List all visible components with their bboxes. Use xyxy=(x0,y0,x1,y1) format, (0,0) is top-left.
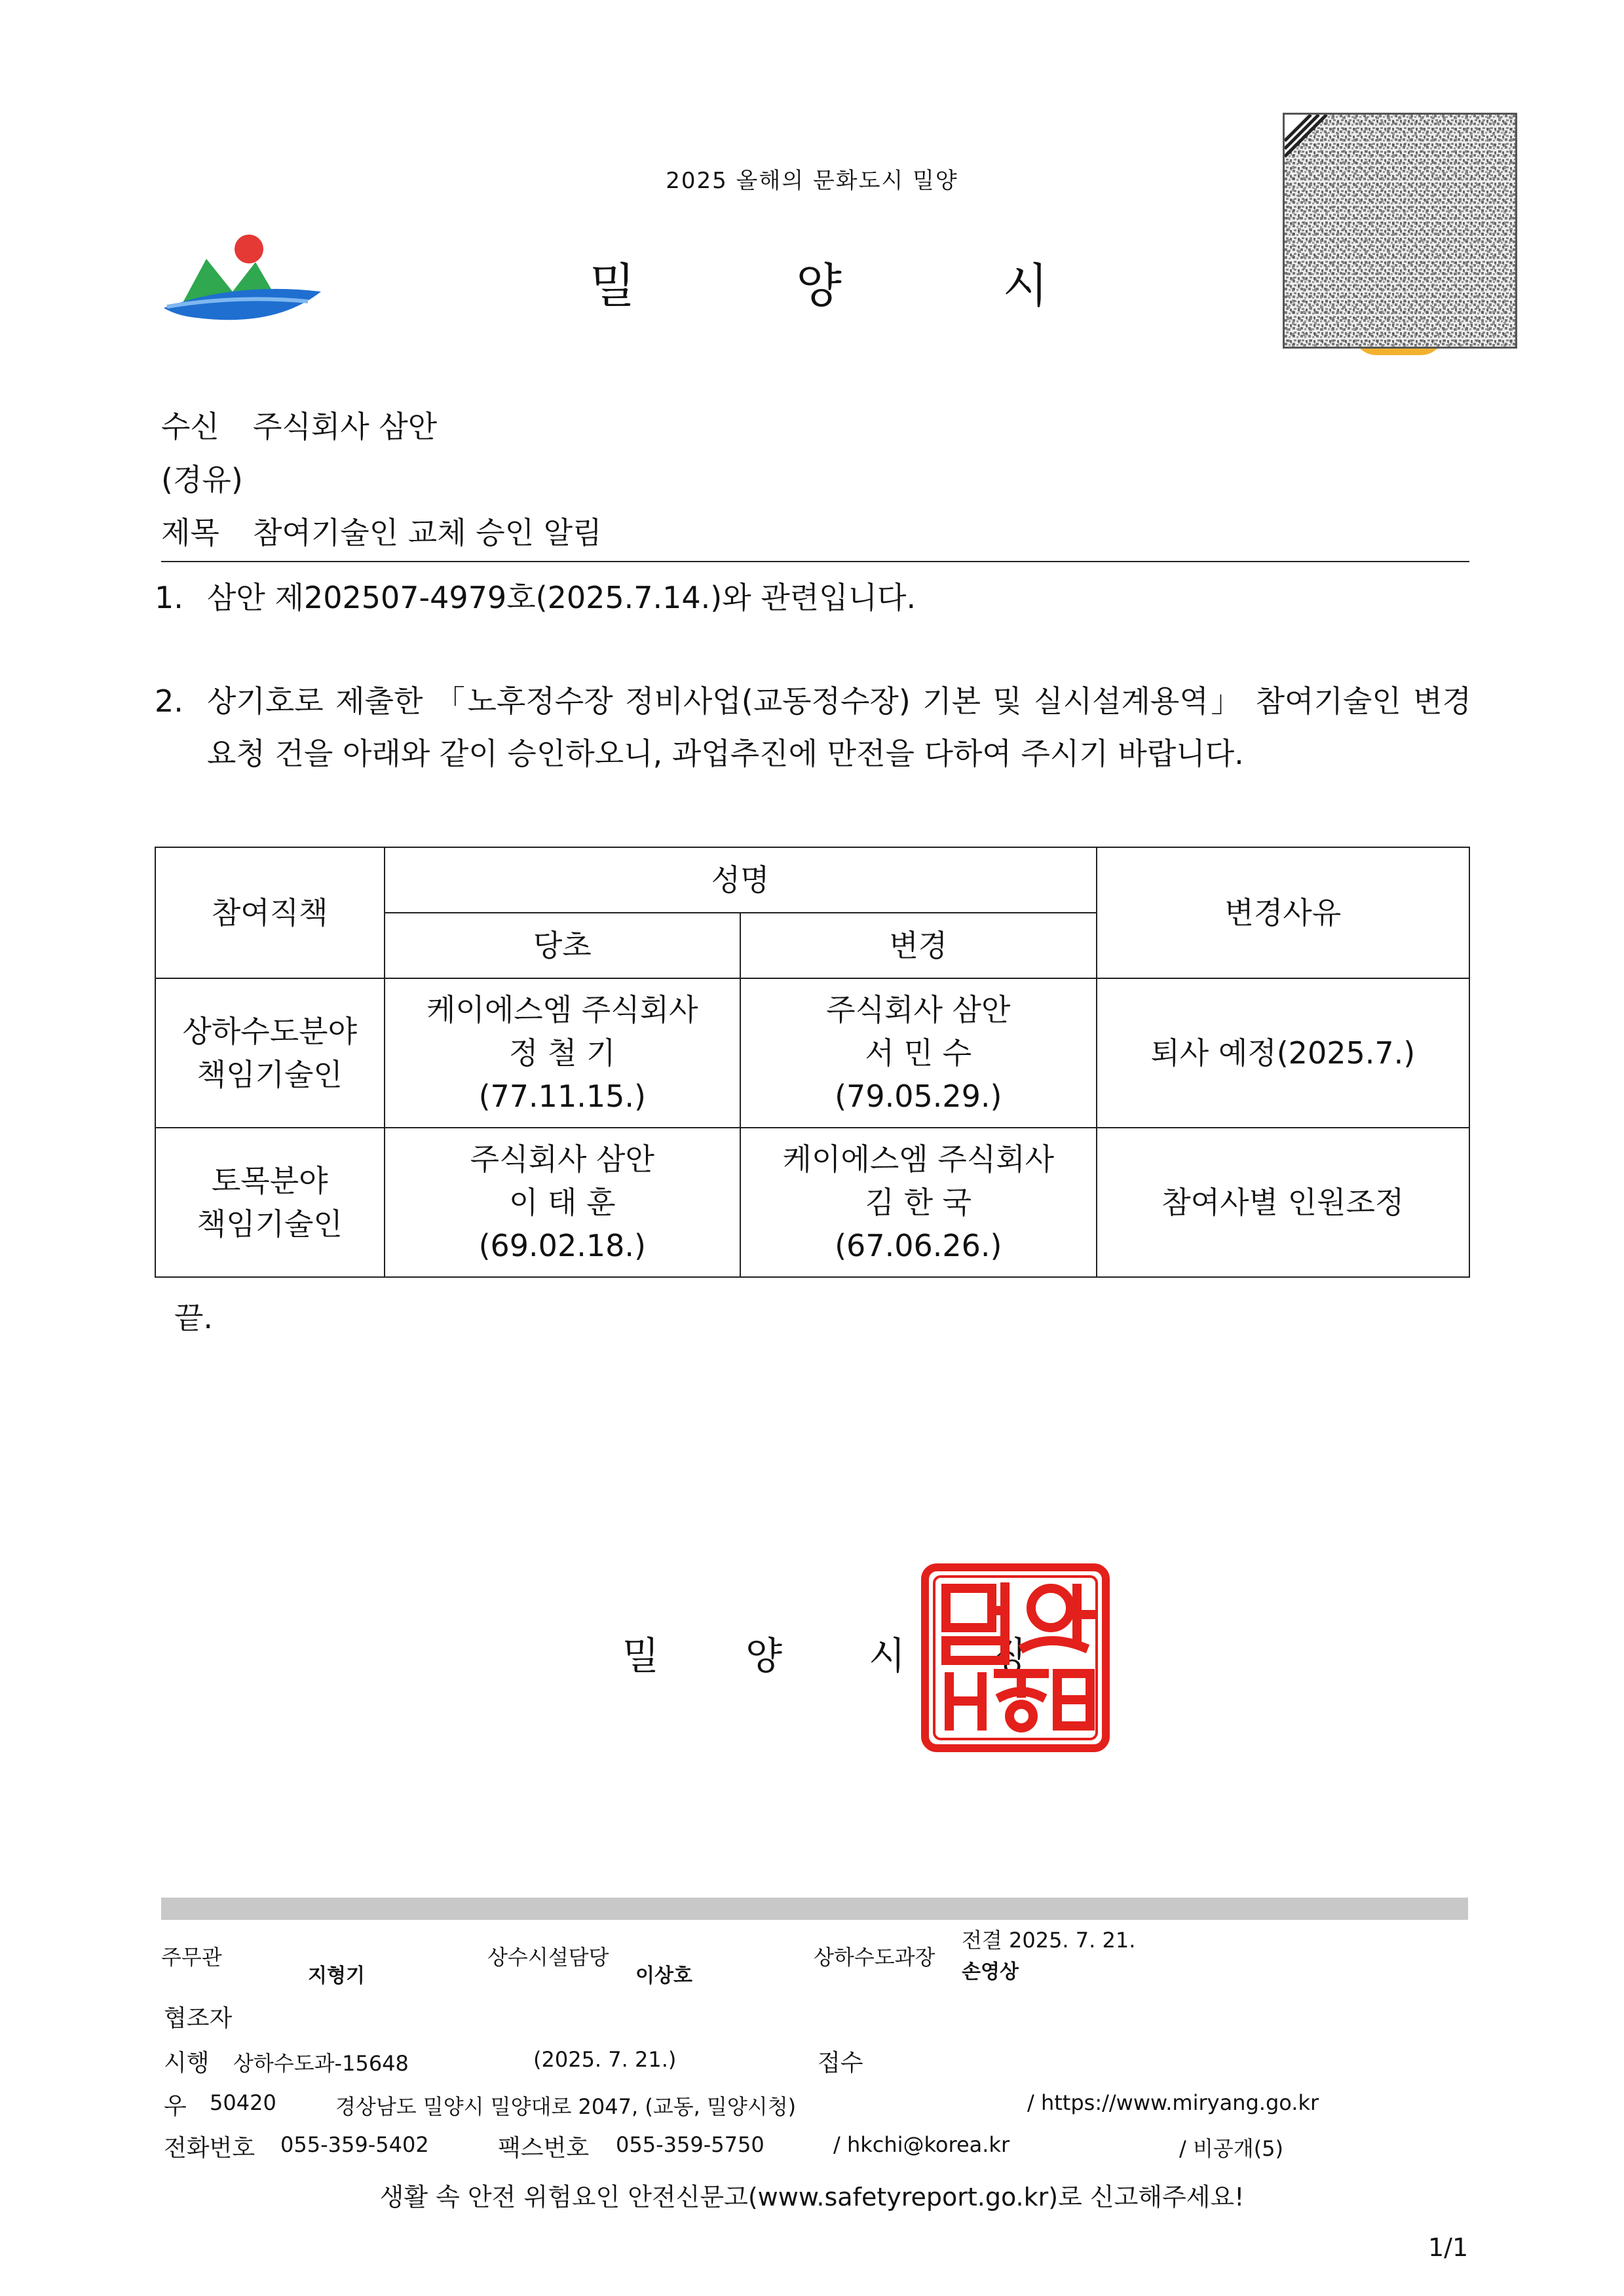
approver-name: 손영상 xyxy=(962,1961,1019,1983)
role-line: 상하수도분야 xyxy=(182,1014,358,1049)
postal-code: 50420 xyxy=(210,2090,276,2115)
header-original: 당초 xyxy=(385,913,741,978)
paragraph-2 xyxy=(155,675,1471,780)
role-line: 책임기술인 xyxy=(197,1057,343,1092)
birth-date: (69.02.18.) xyxy=(478,1228,646,1263)
tel-label: 전화번호 xyxy=(164,2135,255,2162)
person-name: 이 태 훈 xyxy=(508,1185,616,1220)
company: 케이에스엠 주식회사 xyxy=(426,992,698,1027)
slogan: 2025 올해의 문화도시 밀양 xyxy=(666,168,958,194)
recipient-value: 주식회사 삼안 xyxy=(253,409,438,444)
cell-original xyxy=(385,978,741,1128)
birth-date: (67.06.26.) xyxy=(835,1228,1002,1263)
subject-label: 제목 xyxy=(161,515,219,550)
org-char: 양 xyxy=(796,258,842,313)
disclosure-status: / 비공개(5) xyxy=(1179,2136,1284,2161)
recipient-line xyxy=(161,403,437,446)
paragraph-number: 2. xyxy=(155,683,183,719)
signature-char: 시 xyxy=(868,1634,905,1678)
role-line: 책임기술인 xyxy=(197,1206,343,1242)
miryang-logo-icon xyxy=(157,229,328,328)
cell-reason: 참여사별 인원조정 xyxy=(1097,1128,1469,1277)
cell-changed xyxy=(740,978,1097,1128)
tel-number: 055-359-5402 xyxy=(280,2132,429,2157)
homepage-link[interactable]: / https://www.miryang.go.kr xyxy=(1027,2090,1319,2115)
approver-name: 지형기 xyxy=(308,1964,365,1987)
subject-line xyxy=(161,509,602,552)
fax-number: 055-359-5750 xyxy=(616,2132,765,2157)
header-divider xyxy=(161,561,1469,562)
company: 케이에스엠 주식회사 xyxy=(782,1141,1055,1177)
table-row xyxy=(155,978,1469,1128)
address: 경상남도 밀양시 밀양대로 2047, (교동, 밀양시청) xyxy=(335,2094,797,2119)
paragraph-1 xyxy=(155,571,1471,624)
table-header-row xyxy=(155,847,1469,913)
header-reason: 변경사유 xyxy=(1097,847,1469,978)
cell-changed xyxy=(740,1128,1097,1277)
fax-label: 팩스번호 xyxy=(498,2135,590,2162)
approver-title: 주무관 xyxy=(161,1945,222,1970)
recipient-label: 수신 xyxy=(161,409,219,444)
enforce-date: (2025. 7. 21.) xyxy=(533,2047,677,2072)
header-name: 성명 xyxy=(385,847,1097,913)
signature-char: 장 xyxy=(991,1634,1029,1678)
role-line: 토목분야 xyxy=(211,1163,328,1198)
company: 주식회사 삼안 xyxy=(826,992,1011,1027)
receipt-label: 접수 xyxy=(818,2050,863,2076)
person-name: 김 한 국 xyxy=(865,1185,972,1220)
enforce-number: 상하수도과-15648 xyxy=(233,2051,409,2076)
paragraph-text: 삼안 제202507-4979호(2025.7.14.)와 관련입니다. xyxy=(207,580,916,615)
header-changed: 변경 xyxy=(740,913,1097,978)
approver-name: 이상호 xyxy=(635,1964,692,1987)
cell-reason: 퇴사 예정(2025.7.) xyxy=(1097,978,1469,1128)
cell-role xyxy=(155,1128,385,1277)
cooperator-label: 협조자 xyxy=(164,2005,233,2032)
table-row xyxy=(155,1128,1469,1277)
company: 주식회사 삼안 xyxy=(470,1141,654,1177)
person-name: 서 민 수 xyxy=(865,1035,972,1071)
signature-char: 양 xyxy=(745,1634,783,1678)
birth-date: (77.11.15.) xyxy=(478,1079,646,1114)
footer-divider-bar xyxy=(161,1898,1468,1920)
via-line: (경유) xyxy=(161,462,243,497)
enforce-label: 시행 xyxy=(164,2050,210,2076)
approver-title: 상수시설담당 xyxy=(487,1945,609,1970)
postal-label: 우 xyxy=(164,2093,187,2120)
cell-original xyxy=(385,1128,741,1277)
official-seal-icon xyxy=(920,1562,1111,1753)
header-role: 참여직책 xyxy=(155,847,385,978)
person-name: 정 철 기 xyxy=(508,1035,616,1071)
delegation-note: 전결 2025. 7. 21. xyxy=(962,1928,1136,1953)
organization-title xyxy=(590,248,1048,316)
email-link[interactable]: / hkchi@korea.kr xyxy=(833,2132,1010,2157)
page-number: 1/1 xyxy=(1428,2233,1469,2262)
paragraph-text: 상기호로 제출한 「노후정수장 정비사업(교동정수장) 기본 및 실시설계용역」 참여기술인 변경 요청 건을 아래와 같이 승인하오니, 과업추진에 만전을 다하여 주시기 바랍니다. xyxy=(207,683,1471,771)
org-char: 시 xyxy=(1002,258,1048,313)
birth-date: (79.05.29.) xyxy=(835,1079,1002,1114)
subject-value: 참여기술인 교체 승인 알림 xyxy=(253,515,602,550)
safety-notice: 생활 속 안전 위험요인 안전신문고(www.safetyreport.go.kr)로 신고해주세요! xyxy=(379,2183,1245,2211)
document-code-icon xyxy=(1283,113,1517,349)
technician-change-table xyxy=(155,847,1470,1278)
org-char: 밀 xyxy=(590,258,635,313)
approver-title: 상하수도과장 xyxy=(814,1945,935,1970)
paragraph-number: 1. xyxy=(155,580,183,615)
cell-role xyxy=(155,978,385,1128)
end-mark: 끝. xyxy=(174,1300,214,1335)
signature-char: 밀 xyxy=(622,1634,660,1678)
